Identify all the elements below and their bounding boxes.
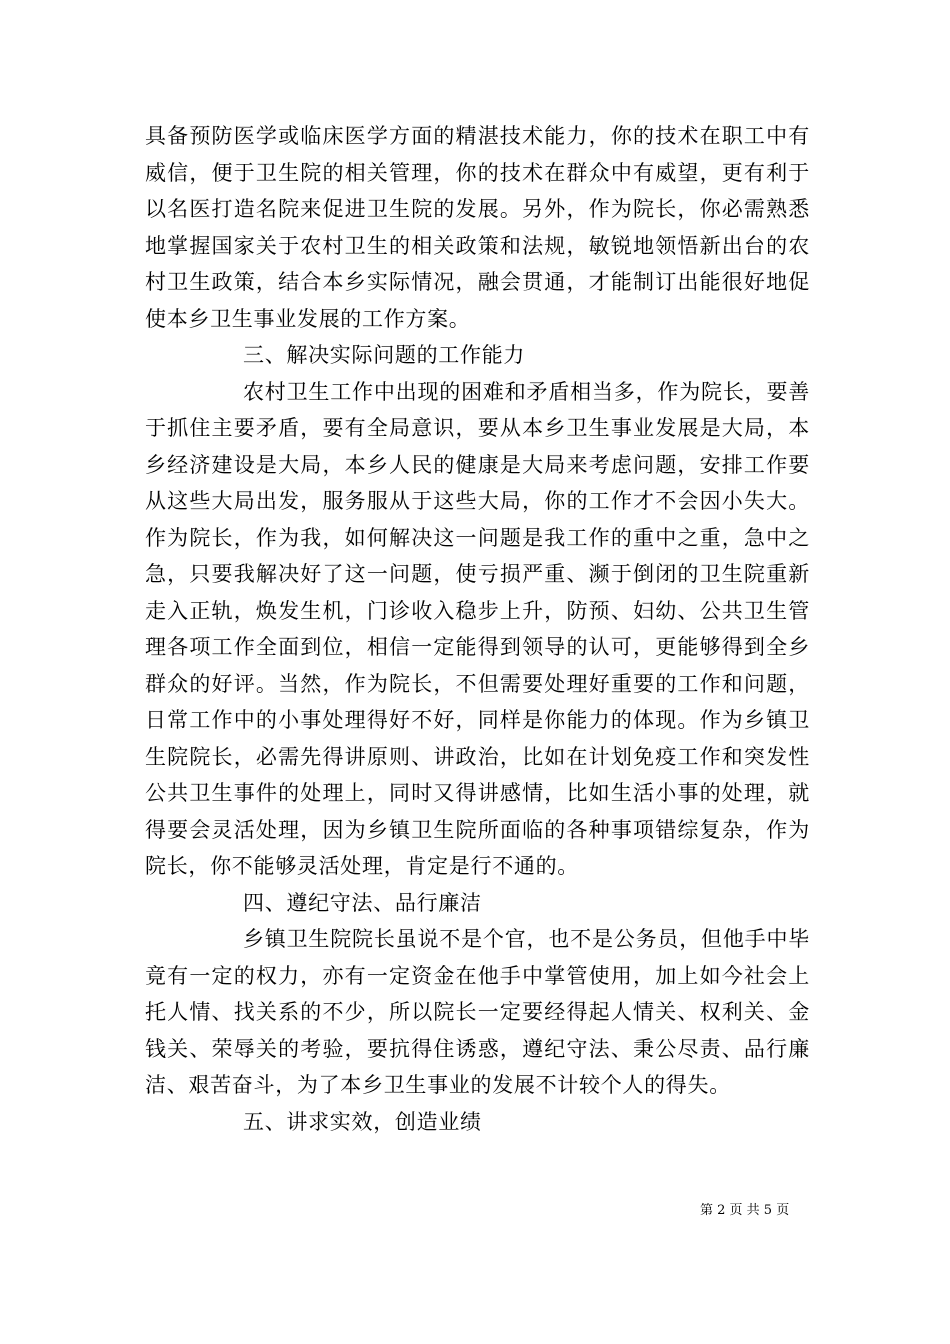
section-heading-3: 三、解决实际问题的工作能力 [243, 343, 526, 367]
document-body [145, 118, 810, 1140]
paragraph-practical-problems: 农村卫生工作中出现的困难和矛盾相当多，作为院长，要善于抓住主要矛盾，要有全局意识，要从本乡卫生事业发展是大局，本乡经济建设是大局，本乡人民的健康是大局来考虑问题，安排工作要从这些大局出发，服务服从于这些大局，你的工作才不会因小失大。作为院长，作为我，如何解决这一问题是我工作的重中之重，急中之急，只要我解决好了这一问题，使亏损严重、濒于倒闭的卫生院重新走入正轨，焕发生机，门诊收入稳步上升，防预、妇幼、公共卫生管理各项工作全面到位，相信一定能得到领导的认可，更能够得到全乡群众的好评。当然，作为院长，不但需要处理好重要的工作和问题，日常工作中的小事处理得好不好，同样是你能力的体现。作为乡镇卫生院院长，必需先得讲原则、讲政治，比如在计划免疫工作和突发性公共卫生事件的处理上，同时又得讲感情，比如生活小事的处理，就得要会灵活处理，因为乡镇卫生院所面临的各种事项错综复杂，作为院长，你不能够灵活处理，肯定是行不通的。 [145, 379, 810, 878]
section-heading-4: 四、遵纪守法、品行廉洁 [243, 890, 482, 915]
section-heading-5: 五、讲求实效，创造业绩 [243, 1109, 482, 1134]
page-number-footer: 第 2 页 共 5 页 [700, 1203, 790, 1218]
paragraph-technical-ability: 具备预防医学或临床医学方面的精湛技术能力，你的技术在职工中有威信，便于卫生院的相关管理，你的技术在群众中有威望，更有利于以名医打造名院来促进卫生院的发展。另外，作为院长，你必需熟悉地掌握国家关于农村卫生的相关政策和法规，敏锐地领悟新出台的农村卫生政策，结合本乡实际情况，融会贯通，才能制订出能很好地促使本乡卫生事业发展的工作方案。 [145, 124, 810, 331]
paragraph-integrity: 乡镇卫生院院长虽说不是个官，也不是公务员，但他手中毕竟有一定的权力，亦有一定资金在他手中掌管使用，加上如今社会上托人情、找关系的不少，所以院长一定要经得起人情关、权利关、金钱关、荣辱关的考验，要抗得住诱惑，遵纪守法、秉公尽责、品行廉洁、艰苦奋斗，为了本乡卫生事业的发展不计较个人的得失。 [145, 927, 810, 1097]
